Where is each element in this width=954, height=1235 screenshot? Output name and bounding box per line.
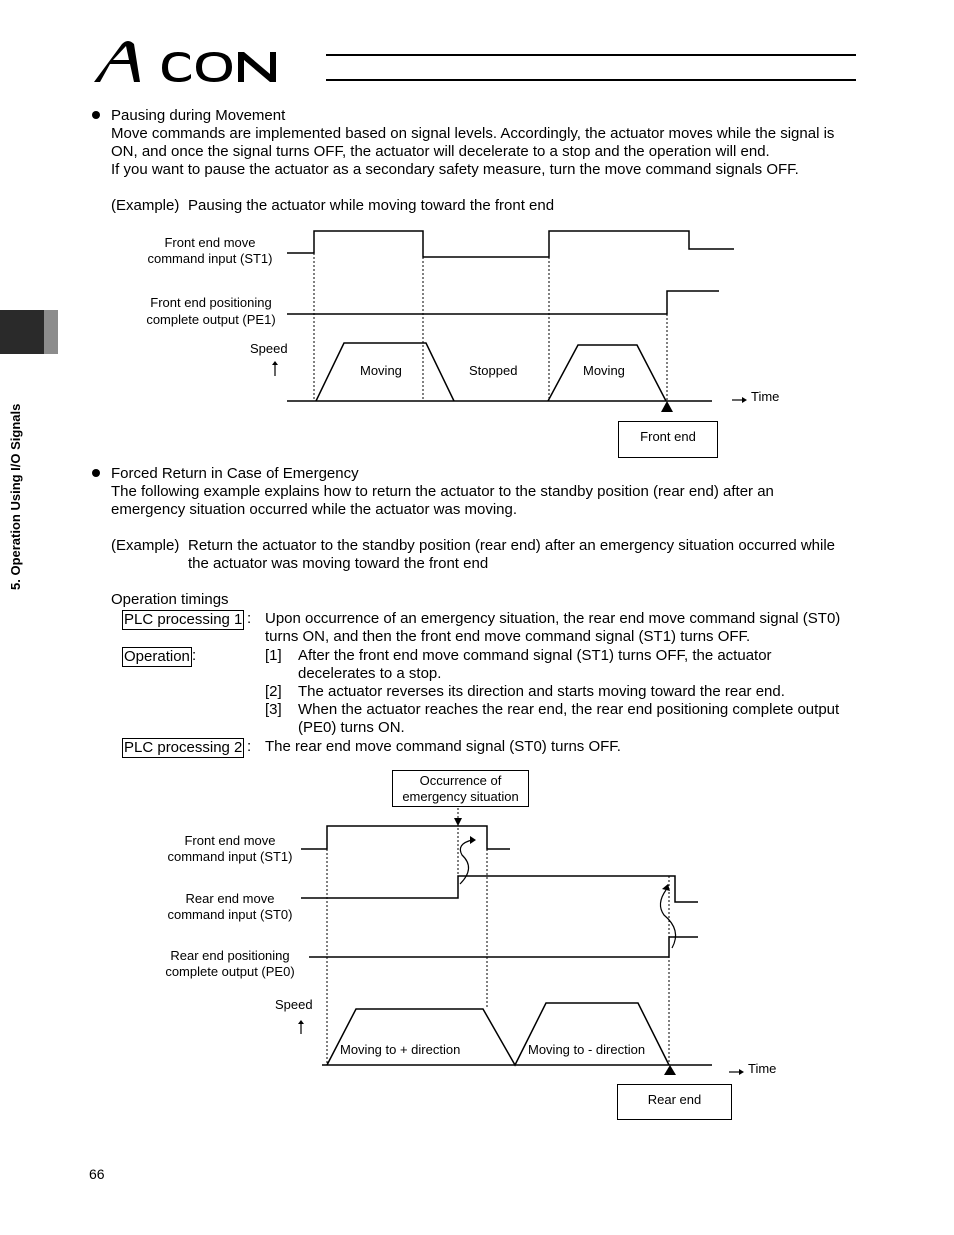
st1-label: Front end move xyxy=(164,235,256,250)
op-step-num: [3] xyxy=(265,701,282,718)
phase-label: Moving xyxy=(583,363,625,378)
pe1-label: complete output (PE1) xyxy=(146,312,276,327)
colon: : xyxy=(247,738,252,755)
plc2-label: PLC processing 2 xyxy=(124,739,243,756)
example-text: the actuator was moving toward the front end xyxy=(188,555,489,572)
op-step-num: [2] xyxy=(265,683,282,700)
section1-line: ON, and once the signal turns OFF, the actuator will decelerate to a stop and the operation will end. xyxy=(111,143,770,160)
example-text: Return the actuator to the standby position (rear end) after an emergency situation occurred while xyxy=(188,537,836,554)
example-text: Pausing the actuator while moving toward the front end xyxy=(188,197,555,214)
op-step-text: After the front end move command signal (ST1) turns OFF, the actuator xyxy=(298,647,772,664)
phase-label: Moving to - direction xyxy=(528,1042,646,1057)
section2-line: emergency situation occurred while the actuator was moving. xyxy=(111,501,518,518)
operation-label: Operation xyxy=(124,648,190,665)
section1-line: Move commands are implemented based on signal levels. Accordingly, the actuator moves while the signal is xyxy=(111,125,835,142)
section1-line: If you want to pause the actuator as a secondary safety measure, turn the move command signals OFF. xyxy=(111,161,799,178)
speed-label: Speed xyxy=(250,341,288,356)
section2-title: Forced Return in Case of Emergency xyxy=(111,465,359,482)
plc1-text: turns ON, and then the front end move command signal (ST1) turns OFF. xyxy=(265,628,751,645)
phase-label: Moving xyxy=(360,363,402,378)
op-step-num: [1] xyxy=(265,647,282,664)
st0-label: Rear end move xyxy=(185,891,275,906)
emergency-text: emergency situation xyxy=(402,789,519,804)
example-tag: (Example) xyxy=(111,537,180,554)
st1-label: command input (ST1) xyxy=(167,849,293,864)
colon: : xyxy=(192,647,197,664)
plc1-label: PLC processing 1 xyxy=(124,611,243,628)
timings-title: Operation timings xyxy=(111,591,229,608)
rear-end-box: Rear end xyxy=(617,1084,732,1120)
chapter-side-label: 5. Operation Using I/O Signals xyxy=(8,403,23,590)
emergency-text: Occurrence of xyxy=(419,773,502,788)
op-step-text: decelerates to a stop. xyxy=(298,665,442,682)
time-label: Time xyxy=(751,389,780,404)
st1-label: command input (ST1) xyxy=(147,251,273,266)
op-step-text: When the actuator reaches the rear end, the rear end positioning complete output xyxy=(298,701,840,718)
op-step-text: (PE0) turns ON. xyxy=(298,719,405,736)
st1-label: Front end move xyxy=(184,833,276,848)
op-step-text: The actuator reverses its direction and starts moving toward the rear end. xyxy=(298,683,785,700)
plc2-text: The rear end move command signal (ST0) turns OFF. xyxy=(265,738,621,755)
plc1-text: Upon occurrence of an emergency situation, the rear end move command signal (ST0) xyxy=(265,610,841,627)
time-label: Time xyxy=(748,1061,777,1076)
front-end-box: Front end xyxy=(618,421,718,458)
pe0-label: complete output (PE0) xyxy=(165,964,295,979)
st0-label: command input (ST0) xyxy=(167,907,293,922)
phase-label: Moving to + direction xyxy=(340,1042,461,1057)
pe0-label: Rear end positioning xyxy=(170,948,290,963)
page-number: 66 xyxy=(89,1166,105,1182)
phase-label: Stopped xyxy=(469,363,518,378)
pe1-label: Front end positioning xyxy=(150,295,272,310)
section1-title: Pausing during Movement xyxy=(111,107,286,124)
speed-label: Speed xyxy=(275,997,313,1012)
section2-line: The following example explains how to return the actuator to the standby position (rear end) after an xyxy=(111,483,774,500)
example-tag: (Example) xyxy=(111,197,180,214)
colon: : xyxy=(247,610,252,627)
